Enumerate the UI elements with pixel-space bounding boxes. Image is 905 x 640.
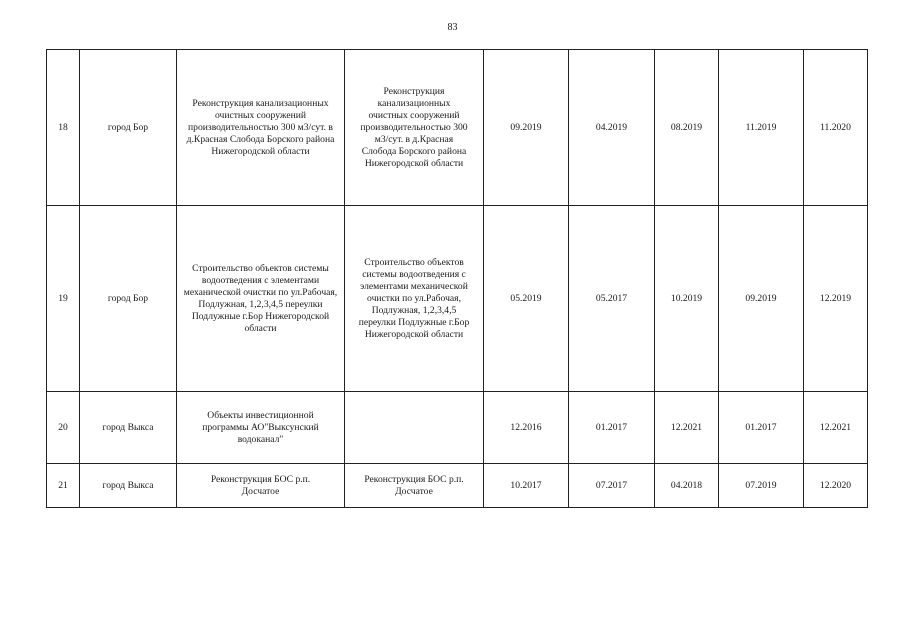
description-cell <box>345 464 484 508</box>
date-cell: 08.2019 <box>655 50 719 206</box>
date-cell: 01.2017 <box>569 392 655 464</box>
date-cell: 10.2017 <box>484 464 569 508</box>
table-row <box>47 206 868 392</box>
date-cell: 04.2018 <box>655 464 719 508</box>
date-cell: 12.2021 <box>804 392 868 464</box>
description-text: Строительство объектов системы водоотведения с элементами механической очистки по ул.Рабочая, Подлужная, 1,2,3,4,5 переулки Подлужные г.Бор Нижегородской области <box>358 256 470 340</box>
table-row <box>47 392 868 464</box>
description-cell <box>345 50 484 206</box>
table-row <box>47 50 868 206</box>
date-cell: 11.2019 <box>719 50 804 206</box>
date-cell: 07.2019 <box>719 464 804 508</box>
object-text: Реконструкция канализационных очистных сооружений производительностью 300 м3/сут. в д.Красная Слобода Борского района Нижегородской области <box>186 97 335 157</box>
object-text: Строительство объектов системы водоотведения с элементами механической очистки по ул.Рабочая, Подлужная, 1,2,3,4,5 переулки Подлужные г.Бор Нижегородской области <box>183 262 338 334</box>
description-cell <box>345 206 484 392</box>
city-cell: город Бор <box>80 50 177 206</box>
date-cell: 09.2019 <box>484 50 569 206</box>
object-text: Объекты инвестиционной программы АО"Выксунский водоканал" <box>202 409 319 445</box>
date-cell: 12.2019 <box>804 206 868 392</box>
date-cell: 05.2017 <box>569 206 655 392</box>
date-cell: 07.2017 <box>569 464 655 508</box>
object-cell <box>177 50 345 206</box>
city-cell: город Выкса <box>80 464 177 508</box>
date-cell: 12.2020 <box>804 464 868 508</box>
date-cell: 04.2019 <box>569 50 655 206</box>
object-cell <box>177 206 345 392</box>
date-cell: 09.2019 <box>719 206 804 392</box>
date-cell: 12.2016 <box>484 392 569 464</box>
object-cell <box>177 392 345 464</box>
row-number: 21 <box>47 464 80 508</box>
object-cell <box>177 464 345 508</box>
row-number: 18 <box>47 50 80 206</box>
description-cell <box>345 392 484 464</box>
date-cell: 01.2017 <box>719 392 804 464</box>
city-cell: город Выкса <box>80 392 177 464</box>
city-cell: город Бор <box>80 206 177 392</box>
row-number: 19 <box>47 206 80 392</box>
date-cell: 11.2020 <box>804 50 868 206</box>
description-text: Реконструкция БОС р.п. Досчатое <box>364 473 464 497</box>
object-text: Реконструкция БОС р.п. Досчатое <box>210 473 311 497</box>
row-number: 20 <box>47 392 80 464</box>
description-text: Реконструкция канализационных очистных сооружений производительностью 300 м3/сут. в д.Красная Слобода Борского района Нижегородской области <box>360 85 468 169</box>
page-number: 83 <box>447 22 458 33</box>
date-cell: 12.2021 <box>655 392 719 464</box>
date-cell: 05.2019 <box>484 206 569 392</box>
schedule-table <box>46 49 868 508</box>
date-cell: 10.2019 <box>655 206 719 392</box>
table-row <box>47 464 868 508</box>
